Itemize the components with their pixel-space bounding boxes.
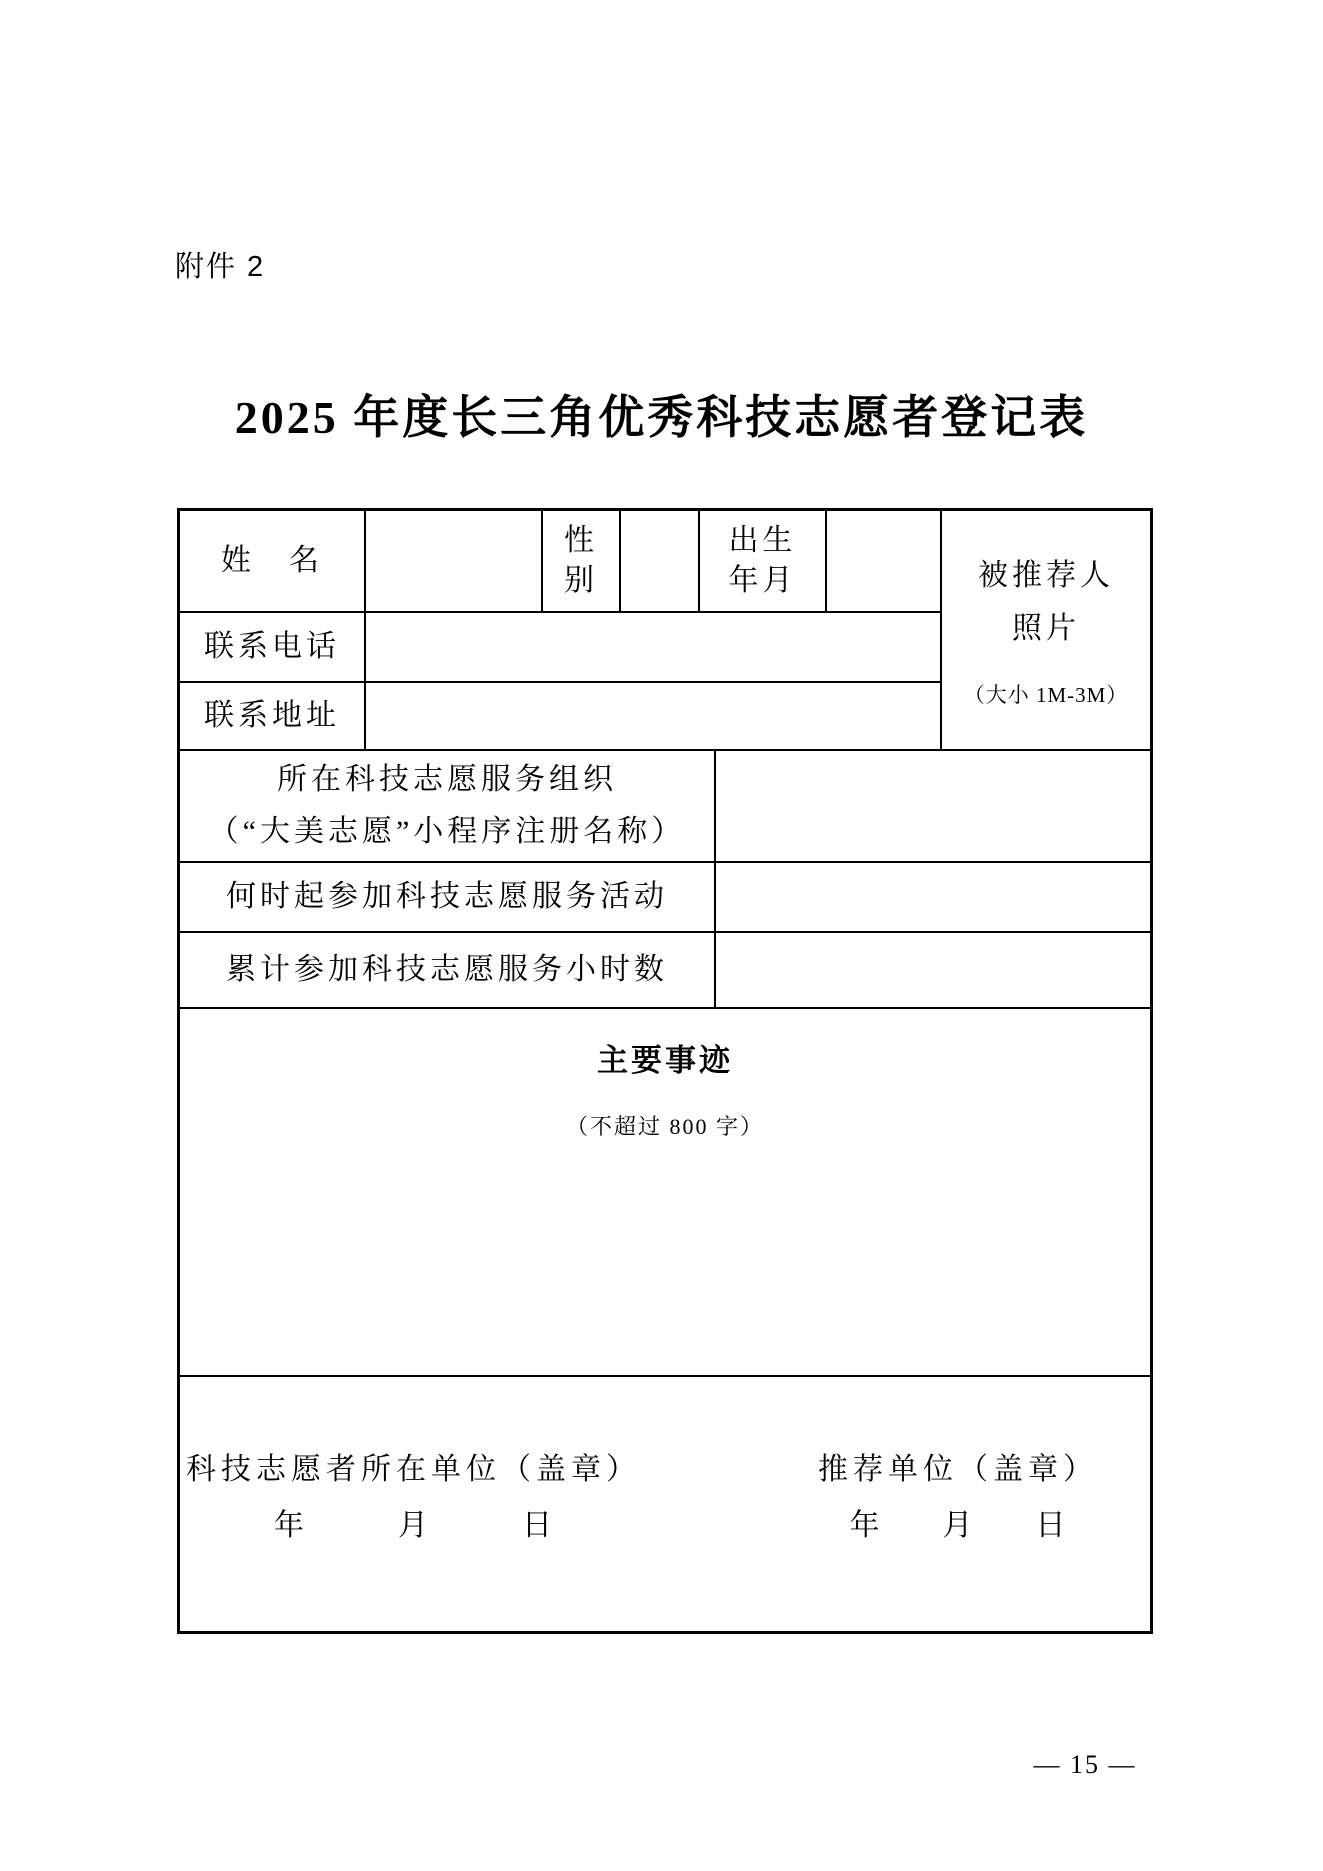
registration-table	[177, 508, 1153, 1634]
service-hours-value-cell	[716, 933, 1150, 1009]
service-start-label-cell: 何时起参加科技志愿服务活动	[180, 863, 716, 933]
attachment-label: 附件 2	[175, 251, 266, 283]
birth-label-line1: 出生	[728, 523, 797, 557]
gender-label-cell	[543, 511, 621, 613]
recommend-unit-block	[818, 1455, 1098, 1629]
recommend-unit-date-line: 年 月 日	[849, 1509, 1067, 1542]
table-section-top	[180, 511, 1150, 751]
volunteer-unit-seal-line: 科技志愿者所在单位（盖章）	[186, 1453, 641, 1486]
deeds-note: （不超过 800 字）	[565, 1114, 764, 1139]
photo-cell	[942, 511, 1150, 751]
signoff-cell	[180, 1377, 1150, 1629]
name-value-cell	[366, 511, 543, 613]
page-number: — 15 —	[1033, 1750, 1137, 1779]
org-value-cell	[716, 751, 1150, 863]
deeds-title: 主要事迹	[597, 1043, 733, 1078]
address-value-cell	[366, 683, 942, 751]
org-label-cell	[180, 751, 716, 863]
volunteer-unit-block	[186, 1455, 641, 1629]
birth-value-cell	[827, 511, 942, 613]
table-section-middle	[180, 751, 1150, 1009]
address-label-cell: 联系地址	[180, 683, 366, 751]
service-start-value-cell	[716, 863, 1150, 933]
recommend-unit-seal-line: 推荐单位（盖章）	[818, 1453, 1098, 1486]
deeds-cell	[180, 1009, 1150, 1377]
phone-value-cell	[366, 613, 942, 683]
gender-label-line2: 别	[564, 564, 598, 597]
birth-label-cell	[700, 511, 827, 613]
service-hours-label-cell: 累计参加科技志愿服务小时数	[180, 933, 716, 1009]
volunteer-unit-date-line: 年 月 日	[274, 1509, 553, 1542]
org-label-line1: 所在科技志愿服务组织	[277, 762, 617, 796]
photo-label-line2: 照片	[1012, 611, 1080, 645]
gender-value-cell	[621, 511, 700, 613]
name-label-cell: 姓 名	[180, 511, 366, 613]
org-label-line2: （“大美志愿”小程序注册名称）	[208, 815, 686, 848]
photo-size-note: （大小 1M-3M）	[963, 683, 1129, 708]
birth-label-line2: 年月	[728, 564, 797, 597]
photo-label-line1: 被推荐人	[978, 559, 1114, 593]
phone-label-cell: 联系电话	[180, 613, 366, 683]
gender-label-line1: 性	[564, 523, 598, 557]
page-title: 2025 年度长三角优秀科技志愿者登记表	[234, 392, 1089, 443]
